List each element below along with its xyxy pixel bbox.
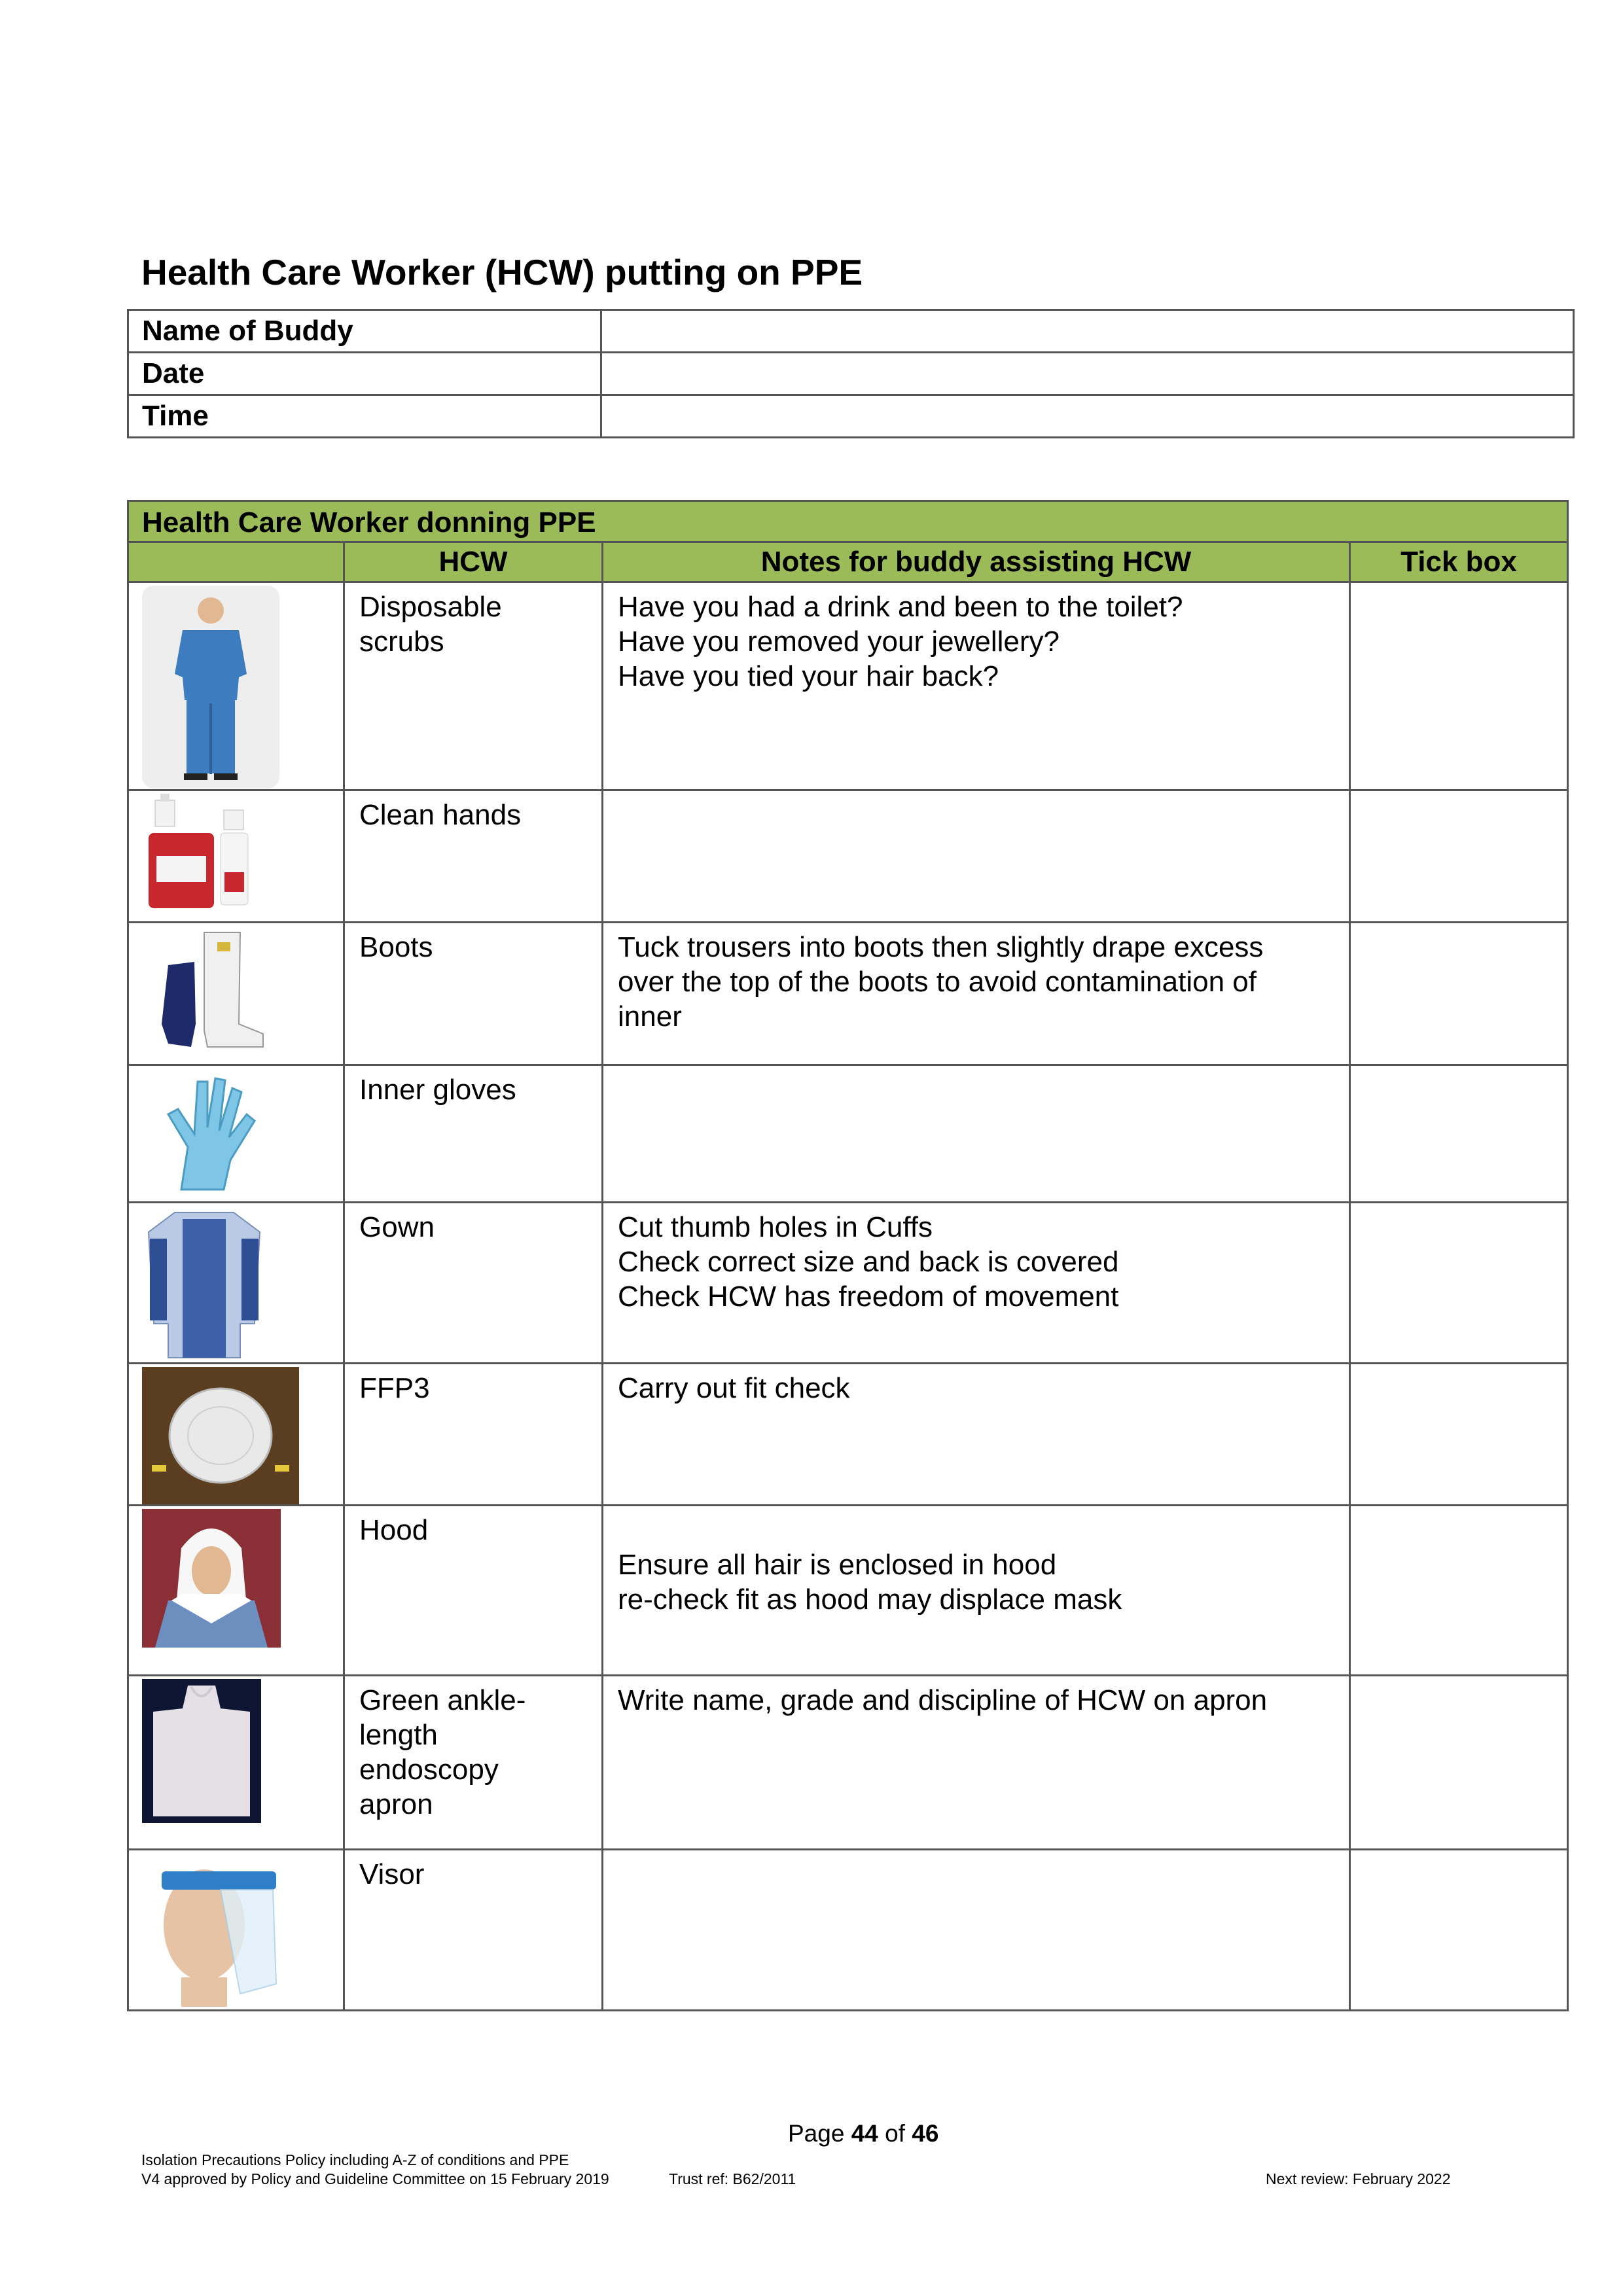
hcw-item-label — [344, 1065, 603, 1203]
page-total: 46 — [912, 2120, 939, 2147]
hcw-item-text: length — [359, 1719, 438, 1751]
tick-box[interactable] — [1350, 790, 1568, 923]
hcw-item-text: endoscopy — [359, 1754, 499, 1786]
note-line: Cut thumb holes in Cuffs — [618, 1211, 933, 1243]
tick-box[interactable] — [1350, 1203, 1568, 1364]
buddy-notes — [603, 1506, 1350, 1676]
hcw-item-text: Clean hands — [359, 799, 522, 831]
scrubs-person-image — [142, 586, 279, 788]
note-line: re-check fit as hood may displace mask — [618, 1583, 1122, 1616]
table-row — [128, 1850, 1568, 2011]
info-label: Date — [128, 353, 601, 395]
hcw-item-text: apron — [359, 1788, 433, 1820]
table-row — [128, 923, 1568, 1065]
tick-box[interactable] — [1350, 1506, 1568, 1676]
table-row — [128, 1676, 1568, 1850]
note-line: over the top of the boots to avoid contamination of — [618, 966, 1257, 998]
note-line: Have you tied your hair back? — [618, 660, 999, 692]
hcw-item-label — [344, 582, 603, 790]
hcw-item-text: Green ankle- — [359, 1684, 526, 1716]
hcw-column-header: HCW — [344, 542, 603, 582]
page-prefix: Page — [788, 2120, 845, 2147]
hcw-item-label — [344, 1676, 603, 1850]
page-number — [788, 2120, 938, 2147]
tick-box[interactable] — [1350, 1364, 1568, 1506]
gown-image — [142, 1206, 266, 1360]
table-row — [128, 1506, 1568, 1676]
hcw-item-label — [344, 1364, 603, 1506]
note-line: Check HCW has freedom of movement — [618, 1280, 1119, 1313]
buddy-notes — [603, 790, 1350, 923]
notes-column-header: Notes for buddy assisting HCW — [603, 542, 1350, 582]
info-value-field[interactable] — [601, 395, 1574, 438]
table-row — [128, 1065, 1568, 1203]
tick-box[interactable] — [1350, 582, 1568, 790]
table-row — [128, 1203, 1568, 1364]
image-column-header — [128, 542, 344, 582]
section-title: Health Care Worker donning PPE — [128, 501, 1568, 542]
note-line: Have you removed your jewellery? — [618, 626, 1060, 658]
info-value-field[interactable] — [601, 310, 1574, 353]
hcw-item-text: Disposable — [359, 591, 502, 623]
buddy-notes — [603, 923, 1350, 1065]
visor-image — [142, 1853, 279, 2007]
hcw-item-label — [344, 790, 603, 923]
info-row-time — [128, 395, 1574, 438]
buddy-notes — [603, 1065, 1350, 1203]
info-label: Time — [128, 395, 601, 438]
note-line: Carry out fit check — [618, 1372, 850, 1404]
buddy-notes — [603, 1364, 1350, 1506]
trust-ref: Trust ref: B62/2011 — [669, 2170, 796, 2187]
policy-line: Isolation Precautions Policy including A-Z of conditions and PPE — [141, 2151, 569, 2168]
note-line — [618, 1513, 1349, 1547]
hcw-item-text: Boots — [359, 931, 433, 963]
gloves-image — [142, 1069, 266, 1196]
info-row-date — [128, 353, 1574, 395]
hcw-item-label — [344, 1850, 603, 2011]
apron-image — [142, 1679, 261, 1823]
boots-image — [142, 926, 266, 1057]
buddy-notes — [603, 582, 1350, 790]
table-row — [128, 1364, 1568, 1506]
approval-line: V4 approved by Policy and Guideline Committee on 15 February 2019 — [141, 2170, 609, 2187]
ppe-donning-table — [127, 500, 1569, 2011]
hood-image — [142, 1509, 281, 1648]
note-line: Ensure all hair is enclosed in hood — [618, 1549, 1057, 1581]
info-value-field[interactable] — [601, 353, 1574, 395]
hcw-item-text: Visor — [359, 1858, 425, 1890]
hand-gel-image — [142, 794, 260, 915]
hcw-item-text: Gown — [359, 1211, 435, 1243]
note-line: Have you had a drink and been to the toilet? — [618, 591, 1183, 623]
tick-box[interactable] — [1350, 923, 1568, 1065]
buddy-notes — [603, 1676, 1350, 1850]
tick-box[interactable] — [1350, 1676, 1568, 1850]
table-row — [128, 790, 1568, 923]
page-title: Health Care Worker (HCW) putting on PPE — [141, 252, 863, 292]
table-row — [128, 582, 1568, 790]
hcw-item-label — [344, 923, 603, 1065]
note-line: inner — [618, 1000, 682, 1033]
hcw-item-text: Hood — [359, 1514, 429, 1546]
buddy-info-table — [127, 309, 1575, 438]
buddy-notes — [603, 1203, 1350, 1364]
ffp3-mask-image — [142, 1367, 299, 1504]
tick-box[interactable] — [1350, 1065, 1568, 1203]
page-current: 44 — [851, 2120, 878, 2147]
hcw-item-text: scrubs — [359, 626, 444, 658]
hcw-item-text: Inner gloves — [359, 1074, 516, 1106]
info-row-buddy — [128, 310, 1574, 353]
note-line: Write name, grade and discipline of HCW on apron — [618, 1684, 1268, 1716]
buddy-notes — [603, 1850, 1350, 2011]
info-label: Name of Buddy — [128, 310, 601, 353]
hcw-item-label — [344, 1203, 603, 1364]
note-line: Check correct size and back is covered — [618, 1246, 1119, 1278]
hcw-item-label — [344, 1506, 603, 1676]
tick-box[interactable] — [1350, 1850, 1568, 2011]
next-review: Next review: February 2022 — [1266, 2170, 1451, 2187]
page-of: of — [885, 2120, 905, 2147]
tick-column-header: Tick box — [1350, 542, 1568, 582]
note-line: Tuck trousers into boots then slightly drape excess — [618, 931, 1264, 963]
hcw-item-text: FFP3 — [359, 1372, 430, 1404]
